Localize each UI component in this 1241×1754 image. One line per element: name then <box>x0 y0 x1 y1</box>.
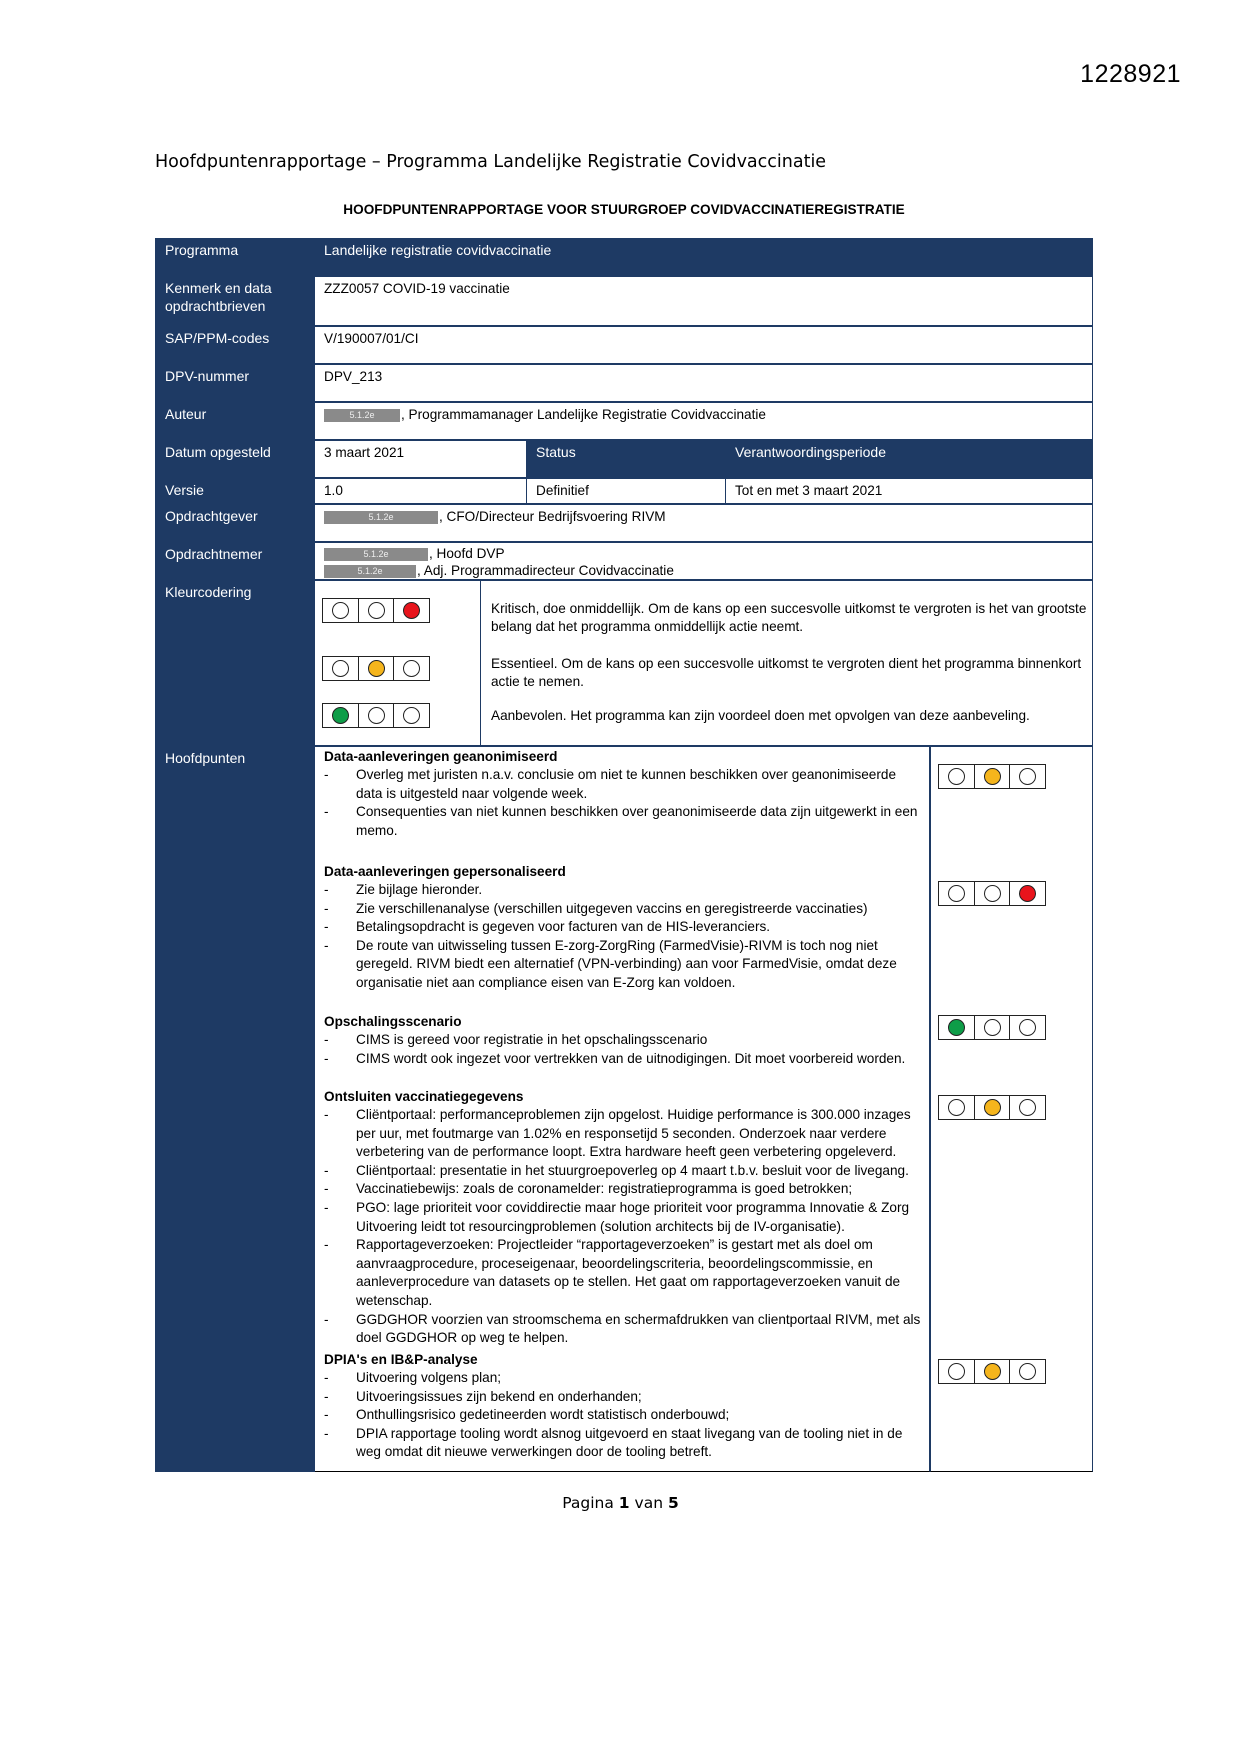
label-kleurcodering: Kleurcodering <box>155 580 315 746</box>
light-off-icon <box>948 1099 965 1116</box>
footer-total-pages: 5 <box>667 1494 679 1512</box>
label-dpv: DPV-nummer <box>155 364 315 402</box>
label-opdrachtgever: Opdrachtgever <box>155 504 315 542</box>
row-datum <box>155 440 1093 478</box>
label-datum: Datum opgesteld <box>155 440 315 478</box>
legend-traffic-light-green <box>322 703 430 728</box>
value-programma: Landelijke registratie covidvaccinatie <box>315 238 1093 276</box>
section-list <box>324 766 924 840</box>
footer-prefix: Pagina <box>562 1494 614 1512</box>
row-kenmerk <box>155 276 1093 326</box>
status-traffic-light-green <box>938 1015 1046 1040</box>
label-versie: Versie <box>155 478 315 504</box>
value-dpv: DPV_213 <box>315 364 1093 402</box>
list-item: - Overleg met juristen n.a.v. conclusie om niet te kunnen beschikken over geanonimiseerde data is uitgesteld naar volgende week. <box>324 767 897 801</box>
list-item: - Uitvoeringsissues zijn bekend en onderhanden; <box>324 1388 642 1404</box>
value-periode: Tot en met 3 maart 2021 <box>726 478 1093 504</box>
value-auteur-text: , Programmamanager Landelijke Registratie Covidvaccinatie <box>401 407 766 422</box>
footer-middle: van <box>634 1494 664 1512</box>
list-item: - GGDGHOR voorzien van stroomschema en schermafdrukken van clientportaal RIVM, met als doel GGDGHOR op weg te helpen. <box>324 1311 921 1346</box>
redaction-box: 5.1.2e <box>324 511 438 524</box>
section-list <box>324 1369 924 1462</box>
light-off-icon <box>1019 1019 1036 1036</box>
status-traffic-light-amber <box>938 764 1046 789</box>
legend-text-green: Aanbevolen. Het programma kan zijn voordeel doen met opvolgen van deze aanbeveling. <box>491 708 1030 723</box>
light-red-icon <box>403 602 420 619</box>
section-title: Data-aanleveringen gepersonaliseerd <box>324 864 566 879</box>
label-status: Status <box>527 440 726 478</box>
list-item: - CIMS is gereed voor registratie in het opschalingsscenario <box>324 1032 708 1047</box>
page-heading: Hoofdpuntenrapportage – Programma Landelijke Registratie Covidvaccinatie <box>155 152 827 172</box>
row-versie <box>155 478 1093 504</box>
light-off-icon <box>948 1363 965 1380</box>
label-sap: SAP/PPM-codes <box>155 326 315 364</box>
value-opdrachtnemer <box>315 542 1093 580</box>
row-kleurcodering <box>155 580 1093 746</box>
value-versie: 1.0 <box>315 478 527 504</box>
light-green-icon <box>332 707 349 724</box>
list-item: - Cliëntportaal: performanceproblemen zijn opgelost. Huidige performance is 300.000 inzages per uur, met foutmarge van 1.02% en responsetijd 5 seconden. Onderzoek naar verdere verbetering van de performance loopt. Extra hardware heeft geen verbetering opgeleverd. <box>324 1107 911 1160</box>
label-programma: Programma <box>155 238 315 276</box>
list-item: - DPIA rapportage tooling wordt alsnog uitgevoerd en staat livegang van de tooling niet in de weg omdat dit nieuwe verwerkingen door de tooling betreft. <box>324 1425 903 1460</box>
section-title: Data-aanleveringen geanonimiseerd <box>324 749 558 764</box>
light-amber-icon <box>984 1099 1001 1116</box>
list-item: - PGO: lage prioriteit voor coviddirectie maar hoge prioriteit voor programma Innovatie & Zorg Uitvoering leidt tot resourcingproblemen (solution architects bij de IV-organisatie). <box>324 1199 910 1234</box>
value-datum: 3 maart 2021 <box>315 440 527 478</box>
light-off-icon <box>368 707 385 724</box>
label-periode: Verantwoordingsperiode <box>726 440 1093 478</box>
row-dpv <box>155 364 1093 402</box>
redaction-box: 5.1.2e <box>324 565 416 578</box>
light-off-icon <box>948 768 965 785</box>
legend-text-amber: Essentieel. Om de kans op een succesvolle uitkomst te vergroten dient het programma binnenkort actie te nemen. <box>491 656 1082 689</box>
section-list <box>324 881 924 993</box>
light-red-icon <box>1019 885 1036 902</box>
light-off-icon <box>1019 768 1036 785</box>
redaction-box: 5.1.2e <box>324 548 428 561</box>
row-hoofdpunten <box>155 746 1093 1472</box>
light-off-icon <box>948 885 965 902</box>
section-title: DPIA's en IB&P-analyse <box>324 1352 478 1367</box>
light-off-icon <box>1019 1363 1036 1380</box>
light-green-icon <box>948 1019 965 1036</box>
status-traffic-light-red <box>938 881 1046 906</box>
light-off-icon <box>368 602 385 619</box>
legend-text-red: Kritisch, doe onmiddellijk. Om de kans op een succesvolle uitkomst te vergroten is het van grootste belang dat het programma onmiddellijk actie neemt. <box>491 601 1087 634</box>
list-item: - De route van uitwisseling tussen E-zorg-ZorgRing (FarmedVisie)-RIVM is toch nog niet geregeld. RIVM biedt een alternatief (VPN-verbinding) aan voor FarmedVisie, omdat deze organisatie niet aan compliance eisen van E-Zorg kan voldoen. <box>324 937 897 990</box>
list-item: - Rapportageverzoeken: Projectleider “rapportageverzoeken” is gestart met als doel om aanvraagprocedure, proceseigenaar, beoordelingscriteria, beoordelingscommissie, en aanleverprocedure van datasets op te stellen. Het gaat om rapportageverzoeken vanuit de wetenschap. <box>324 1237 901 1308</box>
list-item: - Zie verschillenanalyse (verschillen uitgegeven vaccins en geregistreerde vaccinaties) <box>324 900 868 916</box>
section-title: Ontsluiten vaccinatiegegevens <box>324 1089 524 1104</box>
value-status: Definitief <box>527 478 726 504</box>
row-sap <box>155 326 1093 364</box>
light-off-icon <box>332 660 349 677</box>
table-title: HOOFDPUNTENRAPPORTAGE VOOR STUURGROEP COVIDVACCINATIEREGISTRATIE <box>343 202 905 217</box>
list-item: - Cliëntportaal: presentatie in het stuurgroepoverleg op 4 maart t.b.v. besluit voor de livegang. <box>324 1162 909 1178</box>
light-off-icon <box>403 660 420 677</box>
light-off-icon <box>984 1019 1001 1036</box>
page-footer <box>0 1494 1241 1512</box>
light-amber-icon <box>368 660 385 677</box>
status-traffic-light-amber <box>938 1359 1046 1384</box>
light-off-icon <box>1019 1099 1036 1116</box>
legend-traffic-light-amber <box>322 656 430 681</box>
value-auteur <box>315 402 1093 440</box>
value-opdrachtgever-text: , CFO/Directeur Bedrijfsvoering RIVM <box>439 509 666 524</box>
label-hoofdpunten: Hoofdpunten <box>155 746 315 1472</box>
row-opdrachtnemer <box>155 542 1093 580</box>
value-sap: V/190007/01/CI <box>315 326 1093 364</box>
light-amber-icon <box>984 1363 1001 1380</box>
section-list <box>324 1106 924 1348</box>
value-opdrachtnemer-1: , Hoofd DVP <box>429 546 505 561</box>
row-opdrachtgever <box>155 504 1093 542</box>
footer-current-page: 1 <box>618 1494 630 1512</box>
light-off-icon <box>403 707 420 724</box>
value-kenmerk: ZZZ0057 COVID-19 vaccinatie <box>315 276 1093 326</box>
list-item: - CIMS wordt ook ingezet voor vertrekken van de uitnodigingen. Dit moet voorbereid worden. <box>324 1050 906 1066</box>
label-opdrachtnemer: Opdrachtnemer <box>155 542 315 580</box>
section-title: Opschalingsscenario <box>324 1014 462 1029</box>
row-auteur <box>155 402 1093 440</box>
legend-traffic-light-red <box>322 598 430 623</box>
value-opdrachtnemer-2: , Adj. Programmadirecteur Covidvaccinatie <box>417 563 674 578</box>
list-item: - Betalingsopdracht is gegeven voor facturen van de HIS-leveranciers. <box>324 919 771 935</box>
value-opdrachtgever <box>315 504 1093 542</box>
list-item: - Vaccinatiebewijs: zoals de coronamelder: registratieprogramma is goed betrokken; <box>324 1181 853 1197</box>
list-item: - Consequenties van niet kunnen beschikken over geanonimiseerde data zijn uitgewerkt in een memo. <box>324 804 918 838</box>
document-id: 1228921 <box>1080 60 1181 88</box>
section-list <box>324 1031 924 1068</box>
label-kenmerk: Kenmerk en data opdrachtbrieven <box>155 276 315 326</box>
label-auteur: Auteur <box>155 402 315 440</box>
list-item: - Onthullingsrisico gedetineerden wordt statistisch onderbouwd; <box>324 1407 730 1423</box>
light-off-icon <box>332 602 349 619</box>
redaction-box: 5.1.2e <box>324 409 400 422</box>
list-item: - Uitvoering volgens plan; <box>324 1370 502 1385</box>
row-programma <box>155 238 1093 276</box>
light-off-icon <box>984 885 1001 902</box>
light-amber-icon <box>984 768 1001 785</box>
list-item: - Zie bijlage hieronder. <box>324 882 483 897</box>
status-traffic-light-amber <box>938 1095 1046 1120</box>
